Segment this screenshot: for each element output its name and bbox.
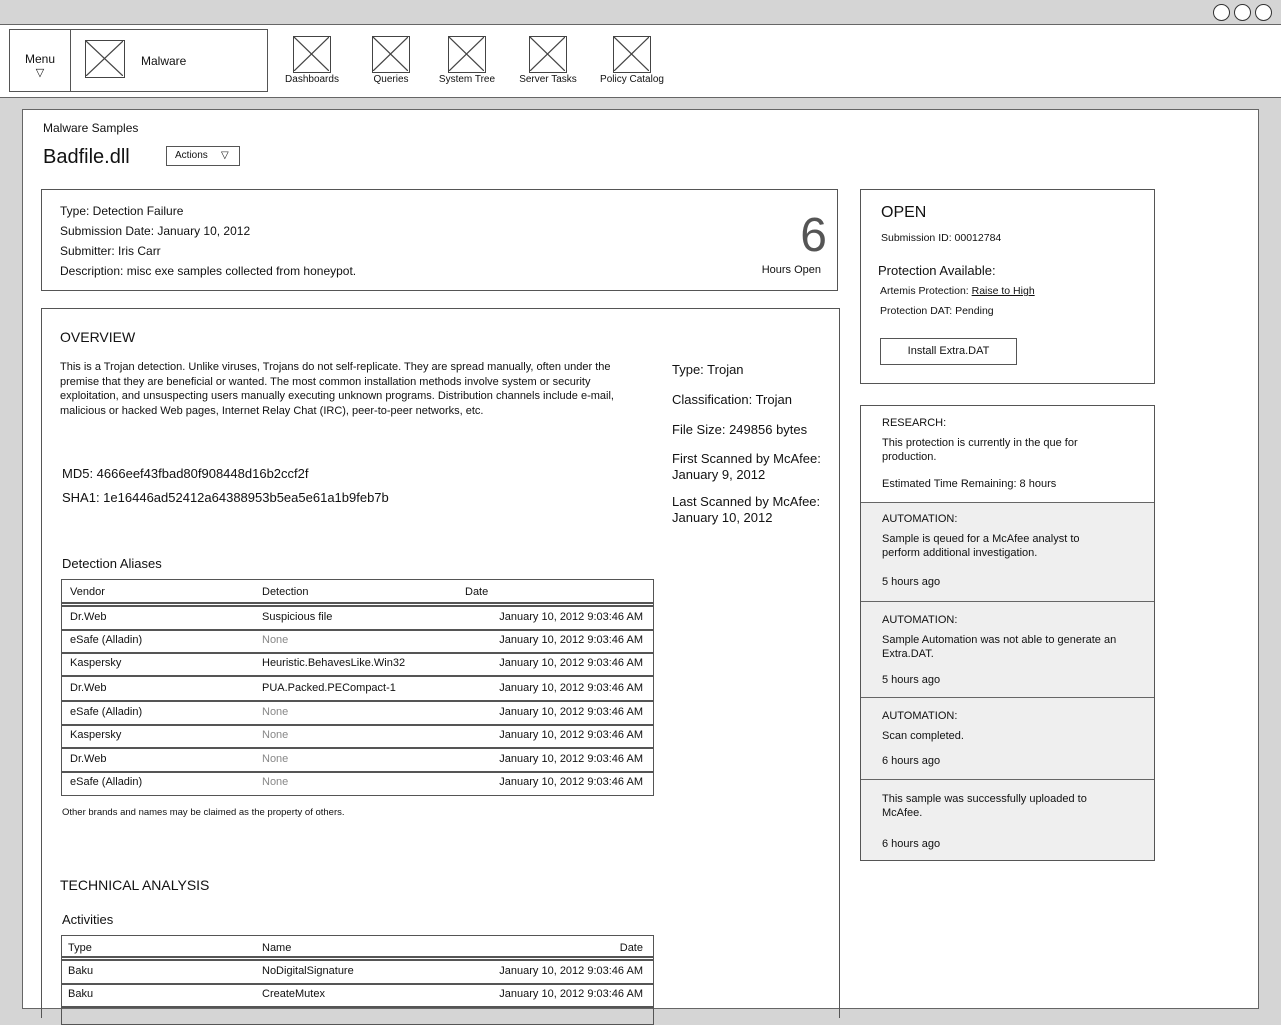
name-cell: NoDigitalSignature	[262, 965, 354, 977]
nav-item-server-tasks[interactable]: Server Tasks	[519, 74, 577, 85]
hours-open-label: Hours Open	[761, 264, 821, 276]
fact-last-scanned-label: Last Scanned by McAfee:	[672, 494, 821, 509]
aliases-footnote: Other brands and names may be claimed as the property of others.	[62, 807, 345, 818]
nav-dashboards-icon[interactable]	[293, 36, 331, 73]
table-row	[62, 963, 653, 983]
menu-button[interactable]	[10, 30, 71, 91]
detection-cell: None	[262, 753, 289, 765]
column-header-name: Name	[262, 942, 292, 954]
window-controls	[1212, 4, 1274, 22]
status-card	[860, 189, 1155, 384]
date-cell: January 10, 2012 9:03:46 AM	[499, 634, 643, 646]
type-cell: Baku	[68, 965, 94, 977]
date-cell: January 10, 2012 9:03:46 AM	[499, 965, 643, 977]
feed-item-source: AUTOMATION:	[882, 710, 958, 722]
table-row	[62, 727, 653, 747]
table-row	[62, 774, 653, 794]
vendor-cell: eSafe (Alladin)	[70, 706, 143, 718]
date-cell: January 10, 2012 9:03:46 AM	[499, 753, 643, 765]
nav-system-tree-icon[interactable]	[448, 36, 486, 73]
feed-item-time: 5 hours ago	[882, 576, 941, 588]
aliases-table	[61, 579, 654, 796]
column-header-vendor: Vendor	[70, 586, 105, 598]
summary-card	[41, 189, 838, 291]
summary-description: Description: misc exe samples collected from honeypot.	[60, 264, 357, 278]
table-row	[62, 632, 653, 652]
window-maximize-icon[interactable]	[1234, 4, 1251, 21]
fact-classification: Classification: Trojan	[672, 392, 792, 407]
chevron-down-icon: ▽	[221, 150, 229, 161]
table-row	[62, 680, 653, 700]
vendor-cell: eSafe (Alladin)	[70, 634, 143, 646]
fact-file-size: File Size: 249856 bytes	[672, 422, 808, 437]
vendor-cell: Kaspersky	[70, 657, 122, 669]
type-cell: Baku	[68, 988, 94, 1000]
feed-item-time: Estimated Time Remaining: 8 hours	[882, 478, 1057, 490]
column-header-type: Type	[68, 942, 92, 954]
technical-heading: TECHNICAL ANALYSIS	[60, 877, 210, 893]
install-extra-dat-button[interactable]: Install Extra.DAT	[880, 338, 1017, 365]
overview-heading: OVERVIEW	[60, 329, 136, 345]
detection-cell: Heuristic.BehavesLike.Win32	[262, 657, 406, 669]
summary-submitter: Submitter: Iris Carr	[60, 244, 161, 258]
page-content	[22, 109, 1259, 1009]
vendor-cell: Dr.Web	[70, 682, 107, 694]
feed-item	[861, 780, 1154, 861]
table-row	[62, 609, 653, 629]
protection-dat: Protection DAT: Pending	[880, 305, 994, 317]
feed-item-time: 5 hours ago	[882, 674, 941, 686]
activities-heading: Activities	[62, 912, 114, 927]
raise-to-high-link[interactable]: Raise to High	[971, 285, 1035, 297]
vendor-cell: Dr.Web	[70, 611, 107, 623]
window-close-icon[interactable]	[1255, 4, 1272, 21]
protection-heading: Protection Available:	[878, 263, 996, 278]
artemis-protection	[880, 285, 1035, 297]
actions-dropdown[interactable]	[166, 146, 240, 166]
page-title: Badfile.dll	[43, 146, 130, 168]
detection-cell: None	[262, 729, 289, 741]
detection-cell: None	[262, 706, 289, 718]
row-divider	[62, 675, 653, 677]
summary-submission-date: Submission Date: January 10, 2012	[60, 224, 251, 238]
detection-cell: None	[262, 634, 289, 646]
nav-policy-catalog-icon[interactable]	[613, 36, 651, 73]
row-divider	[62, 1006, 653, 1008]
status-state: OPEN	[881, 204, 927, 221]
feed-item-source: AUTOMATION:	[882, 513, 958, 525]
table-row	[62, 704, 653, 724]
row-divider	[62, 771, 653, 773]
submission-id: Submission ID: 00012784	[881, 232, 1002, 244]
app-title: Malware	[141, 54, 187, 68]
menu-label: Menu	[24, 52, 56, 66]
feed-item	[861, 602, 1154, 698]
nav-item-dashboards[interactable]: Dashboards	[285, 74, 339, 85]
nav-item-system-tree[interactable]: System Tree	[438, 74, 496, 85]
row-divider	[62, 983, 653, 985]
feed-item	[861, 698, 1154, 780]
artemis-label: Artemis Protection:	[880, 285, 972, 297]
fact-first-scanned-label: First Scanned by McAfee:	[672, 451, 821, 466]
row-divider	[62, 652, 653, 654]
feed-item-message: Scan completed.	[882, 730, 964, 742]
app-switcher	[9, 29, 268, 92]
row-divider	[62, 700, 653, 702]
fact-last-scanned-date: January 10, 2012	[672, 510, 773, 525]
date-cell: January 10, 2012 9:03:46 AM	[499, 611, 643, 623]
date-cell: January 10, 2012 9:03:46 AM	[499, 776, 643, 788]
activity-feed	[860, 405, 1155, 861]
date-cell: January 10, 2012 9:03:46 AM	[499, 682, 643, 694]
fact-type: Type: Trojan	[672, 362, 744, 377]
date-cell: January 10, 2012 9:03:46 AM	[499, 657, 643, 669]
fact-first-scanned-date: January 9, 2012	[672, 467, 766, 482]
date-cell: January 10, 2012 9:03:46 AM	[499, 729, 643, 741]
actions-label: Actions	[175, 150, 208, 161]
vendor-cell: Dr.Web	[70, 753, 107, 765]
detection-cell: Suspicious file	[262, 611, 333, 623]
table-row	[62, 751, 653, 771]
column-header-detection: Detection	[262, 586, 309, 598]
feed-item-time: 6 hours ago	[882, 755, 941, 767]
feed-item-message: This sample was successfully uploaded to McAfee.	[882, 793, 1087, 819]
nav-item-policy-catalog[interactable]: Policy Catalog	[600, 74, 664, 85]
detection-cell: PUA.Packed.PECompact-1	[262, 682, 396, 694]
date-cell: January 10, 2012 9:03:46 AM	[499, 706, 643, 718]
feed-item-message: Sample Automation was not able to generate an Extra.DAT.	[882, 634, 1117, 660]
vendor-cell: Kaspersky	[70, 729, 122, 741]
table-row	[62, 655, 653, 675]
toolbar	[0, 24, 1281, 98]
row-divider	[62, 629, 653, 631]
feed-item-source: RESEARCH:	[882, 417, 947, 429]
details-card	[41, 308, 840, 1018]
app-logo-icon	[85, 40, 125, 78]
feed-item-source: AUTOMATION:	[882, 614, 958, 626]
activities-table	[61, 935, 654, 1025]
nav-queries-icon[interactable]	[372, 36, 410, 73]
date-cell: January 10, 2012 9:03:46 AM	[499, 988, 643, 1000]
feed-item-time: 6 hours ago	[882, 838, 941, 850]
window-minimize-icon[interactable]	[1213, 4, 1230, 21]
md5-hash: MD5: 4666eef43fbad80f908448d16b2ccf2f	[62, 466, 309, 481]
row-divider	[62, 747, 653, 749]
column-header-date: Date	[465, 586, 489, 598]
hours-open-value: 6	[800, 209, 827, 262]
row-divider	[62, 724, 653, 726]
table-row	[62, 986, 653, 1006]
feed-item-message: This protection is currently in the que for production.	[882, 437, 1078, 463]
sha1-hash: SHA1: 1e16446ad52412a64388953b5ea5e61a1b9feb7b	[62, 490, 389, 505]
feed-item-message: Sample is qeued for a McAfee analyst to perform additional investigation.	[882, 533, 1080, 559]
column-header-date: Date	[619, 942, 643, 954]
summary-type: Type: Detection Failure	[60, 204, 184, 218]
aliases-heading: Detection Aliases	[62, 556, 162, 571]
overview-body: This is a Trojan detection. Unlike viruses, Trojans do not self-replicate. They are spread manually, often under the premise that they are beneficial or wanted. The most common installation methods involve system or security exploitation, and unsuspecting users manually executing unknown programs. Distribution channels include e-mail, malicious or hacked Web pages, Internet Relay Chat (IRC), peer-to-peer networks, etc.	[60, 361, 614, 417]
vendor-cell: eSafe (Alladin)	[70, 776, 143, 788]
feed-item	[861, 503, 1154, 602]
feed-item	[861, 406, 1154, 503]
chevron-down-icon: ▽	[35, 67, 45, 79]
breadcrumb[interactable]: Malware Samples	[43, 121, 139, 135]
detection-cell: None	[262, 776, 289, 788]
name-cell: CreateMutex	[262, 988, 325, 1000]
nav-server-tasks-icon[interactable]	[529, 36, 567, 73]
nav-item-queries[interactable]: Queries	[373, 74, 409, 85]
